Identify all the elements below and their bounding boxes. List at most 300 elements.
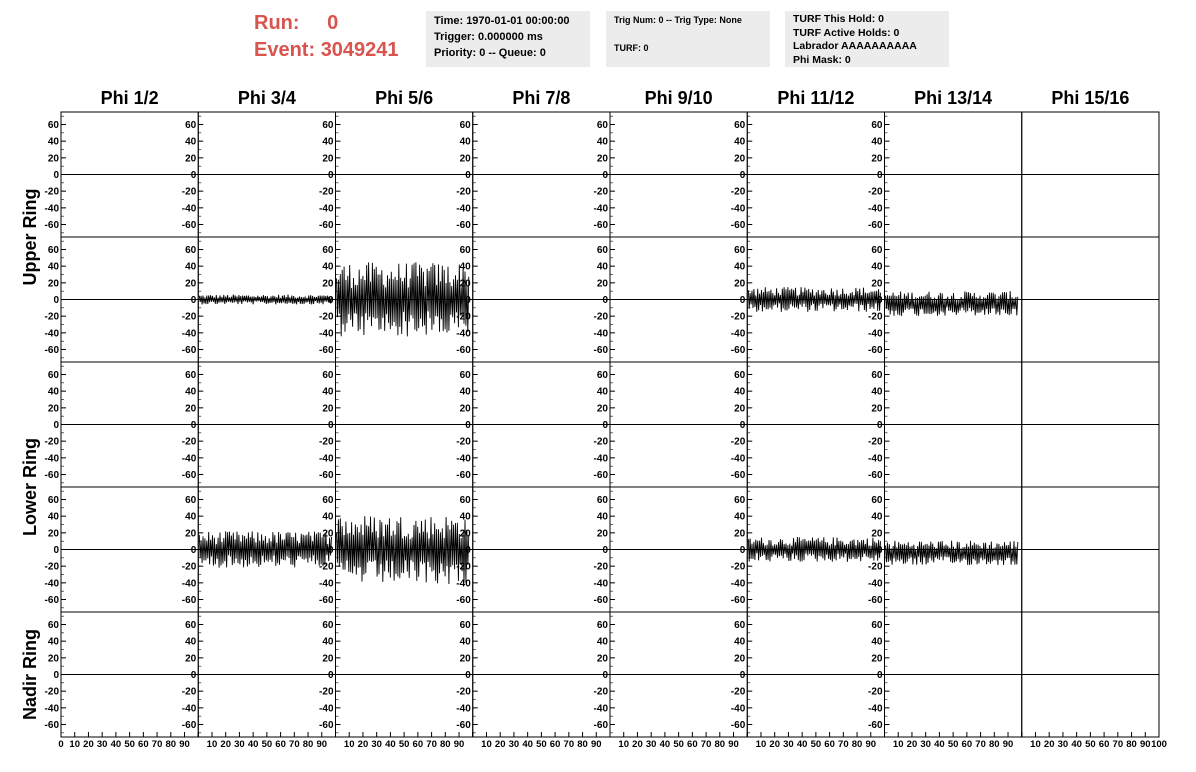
y-tick-label: -40 — [44, 703, 59, 715]
x-tick-label: 10 — [206, 739, 218, 750]
y-tick-label: -20 — [730, 561, 746, 573]
y-tick-label: -40 — [730, 703, 746, 715]
x-tick-label: 90 — [179, 739, 190, 750]
y-tick-label: 40 — [871, 386, 883, 398]
event-value: 3049241 — [320, 39, 399, 61]
y-tick-label: 20 — [734, 528, 746, 540]
x-tick-label: 10 — [892, 739, 904, 750]
x-tick-label: 10 — [481, 739, 492, 750]
x-tick-label: 30 — [508, 739, 520, 750]
y-tick-label: 20 — [185, 653, 197, 665]
y-tick-label: -40 — [319, 328, 334, 340]
y-tick-label: -40 — [730, 578, 746, 590]
priority-text: Priority: 0 -- Queue: 0 — [434, 47, 546, 59]
y-tick-label: -40 — [44, 203, 59, 215]
y-tick-label: -60 — [181, 220, 197, 231]
x-tick-label: 70 — [289, 739, 300, 750]
x-tick-label: 50 — [124, 739, 135, 750]
x-tick-label: 70 — [563, 739, 575, 750]
y-tick-label: -60 — [181, 720, 197, 731]
y-tick-label: 60 — [596, 120, 608, 131]
y-tick-label: 60 — [185, 120, 197, 131]
y-tick-label: -60 — [319, 470, 334, 481]
y-tick-label: -20 — [181, 561, 197, 573]
y-tick-label: 20 — [322, 653, 334, 665]
y-tick-label: 0 — [53, 670, 59, 681]
y-tick-label: -40 — [456, 703, 471, 715]
y-tick-label: 0 — [465, 670, 471, 681]
y-tick-label: -20 — [44, 436, 59, 448]
y-tick-label: -40 — [319, 203, 334, 215]
y-tick-label: 0 — [602, 170, 608, 181]
turf-active-text: TURF Active Holds: 0 — [793, 26, 900, 39]
y-tick-label: 60 — [459, 620, 471, 631]
y-tick-label: -60 — [456, 220, 471, 231]
x-tick-label: 90 — [1002, 739, 1014, 750]
y-tick-label: 0 — [327, 170, 334, 181]
y-tick-label: -60 — [456, 720, 471, 731]
y-tick-label: 40 — [459, 136, 471, 148]
y-tick-label: -60 — [319, 220, 334, 231]
y-tick-label: 40 — [459, 261, 471, 273]
y-tick-label: 60 — [734, 370, 746, 381]
y-tick-label: -20 — [593, 436, 608, 448]
y-tick-label: -60 — [868, 345, 883, 356]
y-tick-label: 40 — [459, 511, 471, 523]
y-tick-label: 60 — [871, 495, 883, 506]
y-tick-label: 60 — [322, 620, 334, 631]
x-tick-label: 50 — [398, 739, 410, 750]
y-tick-label: 20 — [596, 278, 608, 290]
x-tick-label: 10 — [69, 739, 81, 750]
y-tick-label: 0 — [602, 545, 608, 556]
y-tick-label: 0 — [602, 670, 608, 681]
y-tick-label: -40 — [868, 328, 883, 340]
x-tick-label: 20 — [220, 739, 231, 750]
y-tick-label: 20 — [871, 278, 883, 290]
y-tick-label: -40 — [730, 328, 746, 340]
x-tick-label: 100 — [1151, 739, 1167, 750]
x-tick-label: 10 — [755, 739, 767, 750]
y-tick-label: -20 — [868, 561, 883, 573]
y-tick-label: 20 — [47, 403, 59, 415]
y-tick-label: 40 — [734, 511, 746, 523]
y-tick-label: 40 — [734, 136, 746, 148]
x-tick-label: 60 — [1098, 739, 1110, 750]
x-tick-label: 10 — [1030, 739, 1041, 750]
y-tick-label: 60 — [871, 370, 883, 381]
x-tick-label: 30 — [645, 739, 657, 750]
x-tick-label: 60 — [412, 739, 424, 750]
y-tick-label: 20 — [596, 653, 608, 665]
x-tick-label: 60 — [824, 739, 835, 750]
x-tick-label: 90 — [590, 739, 602, 750]
y-tick-label: 0 — [190, 670, 197, 681]
y-tick-label: 40 — [322, 136, 334, 148]
y-tick-label: 0 — [190, 170, 197, 181]
y-tick-label: -60 — [456, 470, 471, 481]
y-tick-label: -60 — [730, 220, 746, 231]
x-tick-label: 80 — [577, 739, 588, 750]
x-tick-label: 80 — [851, 739, 863, 750]
y-tick-label: 40 — [871, 636, 883, 648]
y-tick-label: -60 — [181, 345, 197, 356]
y-tick-label: 0 — [739, 545, 746, 556]
y-tick-label: 40 — [871, 511, 883, 523]
y-tick-label: 40 — [596, 386, 608, 398]
x-tick-label: 40 — [659, 739, 671, 750]
y-tick-label: 40 — [459, 386, 471, 398]
x-tick-label: 20 — [357, 739, 369, 750]
y-tick-label: 20 — [322, 403, 334, 415]
y-tick-label: -40 — [868, 203, 883, 215]
y-tick-label: -60 — [868, 720, 883, 731]
y-tick-label: -40 — [319, 453, 334, 465]
y-tick-label: 40 — [734, 636, 746, 648]
y-tick-label: -40 — [868, 578, 883, 590]
y-tick-label: -40 — [456, 203, 471, 215]
y-tick-label: 0 — [190, 420, 197, 431]
x-tick-label: 30 — [96, 739, 108, 750]
y-tick-label: 0 — [876, 295, 883, 306]
y-tick-label: 40 — [871, 261, 883, 273]
y-tick-label: -60 — [593, 595, 608, 606]
y-tick-label: -20 — [868, 311, 883, 323]
y-tick-label: 40 — [734, 261, 746, 273]
y-tick-label: 20 — [322, 153, 334, 165]
y-tick-label: 0 — [190, 545, 197, 556]
x-tick-label: 30 — [920, 739, 931, 750]
y-tick-label: -20 — [593, 561, 608, 573]
x-tick-label: 10 — [618, 739, 630, 750]
y-tick-label: 40 — [596, 261, 608, 273]
y-tick-label: 40 — [596, 636, 608, 648]
y-tick-label: -40 — [593, 453, 608, 465]
y-tick-label: -60 — [44, 470, 59, 481]
y-tick-label: -60 — [44, 720, 59, 731]
y-tick-label: -20 — [181, 186, 197, 198]
y-tick-label: 0 — [739, 670, 746, 681]
y-tick-label: 20 — [185, 278, 197, 290]
y-tick-label: -60 — [730, 470, 746, 481]
column-header: Phi 1/2 — [100, 88, 159, 108]
x-tick-label: 50 — [673, 739, 684, 750]
waveform-trace — [886, 291, 1018, 316]
y-tick-label: -40 — [319, 578, 334, 590]
y-tick-label: 40 — [47, 386, 59, 398]
y-tick-label: 0 — [327, 545, 334, 556]
x-tick-label: 50 — [947, 739, 959, 750]
y-tick-label: 20 — [459, 403, 471, 415]
x-tick-label: 90 — [728, 739, 739, 750]
y-tick-label: 0 — [739, 295, 746, 306]
y-tick-label: 60 — [185, 495, 197, 506]
y-tick-label: 60 — [47, 120, 59, 131]
y-tick-label: 60 — [596, 245, 608, 256]
y-tick-label: 60 — [734, 620, 746, 631]
x-tick-label: 90 — [453, 739, 465, 750]
trigger-text: Trigger: 0.000000 ms — [434, 31, 543, 43]
y-tick-label: 0 — [876, 670, 883, 681]
y-tick-label: -60 — [181, 470, 197, 481]
x-tick-label: 60 — [275, 739, 286, 750]
y-tick-label: -60 — [319, 345, 334, 356]
y-tick-label: 60 — [459, 245, 471, 256]
y-tick-label: -60 — [456, 345, 471, 356]
y-tick-label: 20 — [459, 528, 471, 540]
y-tick-label: 60 — [734, 495, 746, 506]
y-tick-label: 40 — [322, 386, 334, 398]
x-tick-label: 40 — [1071, 739, 1082, 750]
trig-num-text: Trig Num: 0 -- Trig Type: None — [614, 15, 742, 25]
y-tick-label: 40 — [47, 261, 59, 273]
y-tick-label: 0 — [327, 295, 334, 306]
y-tick-label: 0 — [53, 170, 59, 181]
x-tick-label: 40 — [247, 739, 259, 750]
column-header: Phi 3/4 — [237, 88, 296, 108]
y-tick-label: 20 — [871, 403, 883, 415]
y-tick-label: -60 — [730, 595, 746, 606]
y-tick-label: 60 — [185, 245, 197, 256]
y-tick-label: 20 — [185, 403, 197, 415]
x-tick-label: 60 — [138, 739, 149, 750]
y-tick-label: -20 — [456, 186, 471, 198]
y-tick-label: 20 — [185, 153, 197, 165]
y-tick-label: -60 — [868, 595, 883, 606]
y-tick-label: 60 — [459, 120, 471, 131]
y-tick-label: -20 — [456, 686, 471, 698]
y-tick-label: -20 — [44, 311, 59, 323]
y-tick-label: 40 — [185, 136, 197, 148]
column-header: Phi 7/8 — [512, 88, 571, 108]
y-tick-label: 60 — [47, 620, 59, 631]
y-tick-label: 20 — [47, 153, 59, 165]
x-tick-label: 70 — [975, 739, 986, 750]
y-tick-label: 20 — [596, 403, 608, 415]
y-tick-label: -40 — [319, 703, 334, 715]
y-tick-label: -60 — [593, 345, 608, 356]
y-tick-label: -20 — [319, 561, 334, 573]
y-tick-label: 20 — [459, 153, 471, 165]
y-tick-label: 0 — [876, 420, 883, 431]
y-tick-label: -40 — [593, 203, 608, 215]
x-tick-label: 40 — [796, 739, 808, 750]
y-tick-label: -20 — [730, 436, 746, 448]
x-tick-label: 70 — [838, 739, 849, 750]
x-tick-label: 20 — [632, 739, 643, 750]
y-tick-label: 0 — [465, 170, 471, 181]
y-tick-label: -40 — [181, 328, 197, 340]
y-tick-label: -20 — [456, 561, 471, 573]
y-tick-label: 60 — [734, 120, 746, 131]
x-tick-label: 20 — [906, 739, 918, 750]
y-tick-label: 40 — [47, 511, 59, 523]
x-tick-label: 30 — [1057, 739, 1069, 750]
x-tick-label: 90 — [316, 739, 328, 750]
y-tick-label: 0 — [602, 295, 608, 306]
y-tick-label: -20 — [456, 436, 471, 448]
x-tick-label: 80 — [1126, 739, 1137, 750]
column-header: Phi 13/14 — [914, 88, 993, 108]
y-tick-label: -20 — [181, 686, 197, 698]
y-tick-label: 20 — [459, 278, 471, 290]
y-tick-label: 60 — [459, 495, 471, 506]
x-tick-label: 40 — [522, 739, 533, 750]
y-tick-label: -20 — [456, 311, 471, 323]
y-tick-label: 60 — [322, 495, 334, 506]
y-tick-label: 60 — [734, 245, 746, 256]
x-tick-label: 80 — [989, 739, 1000, 750]
column-header: Phi 15/16 — [1051, 88, 1130, 108]
y-tick-label: 60 — [185, 370, 197, 381]
run-label-text: Run: — [254, 12, 300, 34]
y-tick-label: 20 — [871, 153, 883, 165]
y-tick-label: -40 — [181, 703, 197, 715]
y-tick-label: -20 — [44, 561, 59, 573]
y-tick-label: -40 — [868, 453, 883, 465]
x-tick-label: 60 — [687, 739, 698, 750]
turf-hold-text: TURF This Hold: 0 — [793, 13, 884, 25]
y-tick-label: -20 — [319, 686, 334, 698]
turf-text: TURF: 0 — [614, 43, 649, 53]
x-tick-label: 70 — [426, 739, 437, 750]
y-tick-label: -60 — [593, 720, 608, 731]
x-tick-label: 30 — [234, 739, 245, 750]
ring-label: Lower Ring — [20, 438, 40, 536]
y-tick-label: -20 — [730, 686, 746, 698]
y-tick-label: -60 — [319, 595, 334, 606]
y-tick-label: -60 — [868, 220, 883, 231]
y-tick-label: 0 — [53, 545, 59, 556]
y-tick-label: -20 — [44, 686, 59, 698]
y-tick-label: -20 — [868, 436, 883, 448]
x-tick-label: 60 — [549, 739, 561, 750]
y-tick-label: 60 — [47, 495, 59, 506]
y-tick-label: 0 — [465, 545, 471, 556]
y-tick-label: 0 — [465, 295, 471, 306]
y-tick-label: 20 — [47, 278, 59, 290]
y-tick-label: -60 — [456, 595, 471, 606]
y-tick-label: -20 — [868, 186, 883, 198]
y-tick-label: 40 — [871, 136, 883, 148]
y-tick-label: 40 — [47, 636, 59, 648]
y-tick-label: 40 — [185, 261, 197, 273]
x-tick-label: 60 — [961, 739, 973, 750]
y-tick-label: 40 — [322, 636, 334, 648]
y-tick-label: -40 — [456, 328, 471, 340]
y-tick-label: -40 — [593, 703, 608, 715]
y-tick-label: 0 — [739, 170, 746, 181]
y-tick-label: 20 — [322, 278, 334, 290]
y-tick-label: 20 — [871, 528, 883, 540]
y-tick-label: 0 — [602, 420, 608, 431]
event-label-text: Event: — [254, 39, 316, 61]
x-tick-label: 20 — [494, 739, 506, 750]
waveform-trace — [886, 541, 1018, 565]
y-tick-label: 20 — [47, 653, 59, 665]
y-tick-label: -20 — [319, 186, 334, 198]
y-tick-label: -60 — [868, 470, 883, 481]
y-tick-label: 20 — [459, 653, 471, 665]
y-tick-label: 20 — [322, 528, 334, 540]
y-tick-label: -40 — [456, 453, 471, 465]
y-tick-label: 0 — [876, 545, 883, 556]
y-tick-label: -60 — [593, 470, 608, 481]
x-tick-label: 30 — [783, 739, 794, 750]
y-tick-label: 20 — [734, 653, 746, 665]
y-tick-label: -20 — [319, 311, 334, 323]
y-tick-label: -40 — [44, 328, 59, 340]
y-tick-label: -20 — [44, 186, 59, 198]
y-tick-label: 60 — [185, 620, 197, 631]
ring-label: Nadir Ring — [20, 628, 40, 721]
y-tick-label: 60 — [459, 370, 471, 381]
y-tick-label: 0 — [327, 670, 334, 681]
y-tick-label: -20 — [593, 686, 608, 698]
phi-mask-text: Phi Mask: 0 — [793, 53, 851, 66]
y-tick-label: -60 — [44, 220, 59, 231]
y-tick-label: 0 — [739, 420, 746, 431]
y-tick-label: -60 — [730, 345, 746, 356]
y-tick-label: -40 — [730, 453, 746, 465]
x-tick-label: 10 — [343, 739, 355, 750]
run-value: 0 — [327, 12, 339, 34]
labrador-text: Labrador AAAAAAAAAA — [793, 40, 917, 52]
y-tick-label: -40 — [868, 703, 883, 715]
y-tick-label: 0 — [53, 420, 59, 431]
y-tick-label: 60 — [322, 245, 334, 256]
x-tick-label: 20 — [1043, 739, 1055, 750]
y-tick-label: 0 — [53, 295, 59, 306]
y-tick-label: -20 — [593, 311, 608, 323]
x-tick-label: 70 — [151, 739, 163, 750]
y-tick-label: -40 — [181, 203, 197, 215]
x-tick-label: 20 — [769, 739, 780, 750]
y-tick-label: -20 — [868, 686, 883, 698]
y-tick-label: 60 — [322, 120, 334, 131]
y-tick-label: 20 — [596, 528, 608, 540]
y-tick-label: 0 — [876, 170, 883, 181]
column-header: Phi 11/12 — [777, 88, 855, 108]
x-tick-label: 90 — [1139, 739, 1151, 750]
y-tick-label: 20 — [734, 278, 746, 290]
y-tick-label: -40 — [44, 578, 59, 590]
y-tick-label: 20 — [185, 528, 197, 540]
y-tick-label: -60 — [181, 595, 197, 606]
y-tick-label: 20 — [734, 403, 746, 415]
y-tick-label: 60 — [596, 370, 608, 381]
x-tick-label: 80 — [440, 739, 451, 750]
y-tick-label: 40 — [47, 136, 59, 148]
y-tick-label: 60 — [596, 620, 608, 631]
y-tick-label: -40 — [593, 328, 608, 340]
y-tick-label: 40 — [734, 386, 746, 398]
y-tick-label: -60 — [44, 595, 59, 606]
y-tick-label: 40 — [185, 511, 197, 523]
x-tick-label: 40 — [385, 739, 396, 750]
y-tick-label: -20 — [181, 311, 197, 323]
y-tick-label: 0 — [465, 420, 471, 431]
x-tick-label: 90 — [865, 739, 877, 750]
y-tick-label: 40 — [322, 261, 334, 273]
y-tick-label: 60 — [871, 120, 883, 131]
y-tick-label: -20 — [730, 186, 746, 198]
ring-label: Upper Ring — [20, 188, 40, 286]
x-tick-label: 70 — [1112, 739, 1124, 750]
y-tick-label: -40 — [456, 578, 471, 590]
y-tick-label: -40 — [181, 578, 197, 590]
y-tick-label: 60 — [47, 245, 59, 256]
